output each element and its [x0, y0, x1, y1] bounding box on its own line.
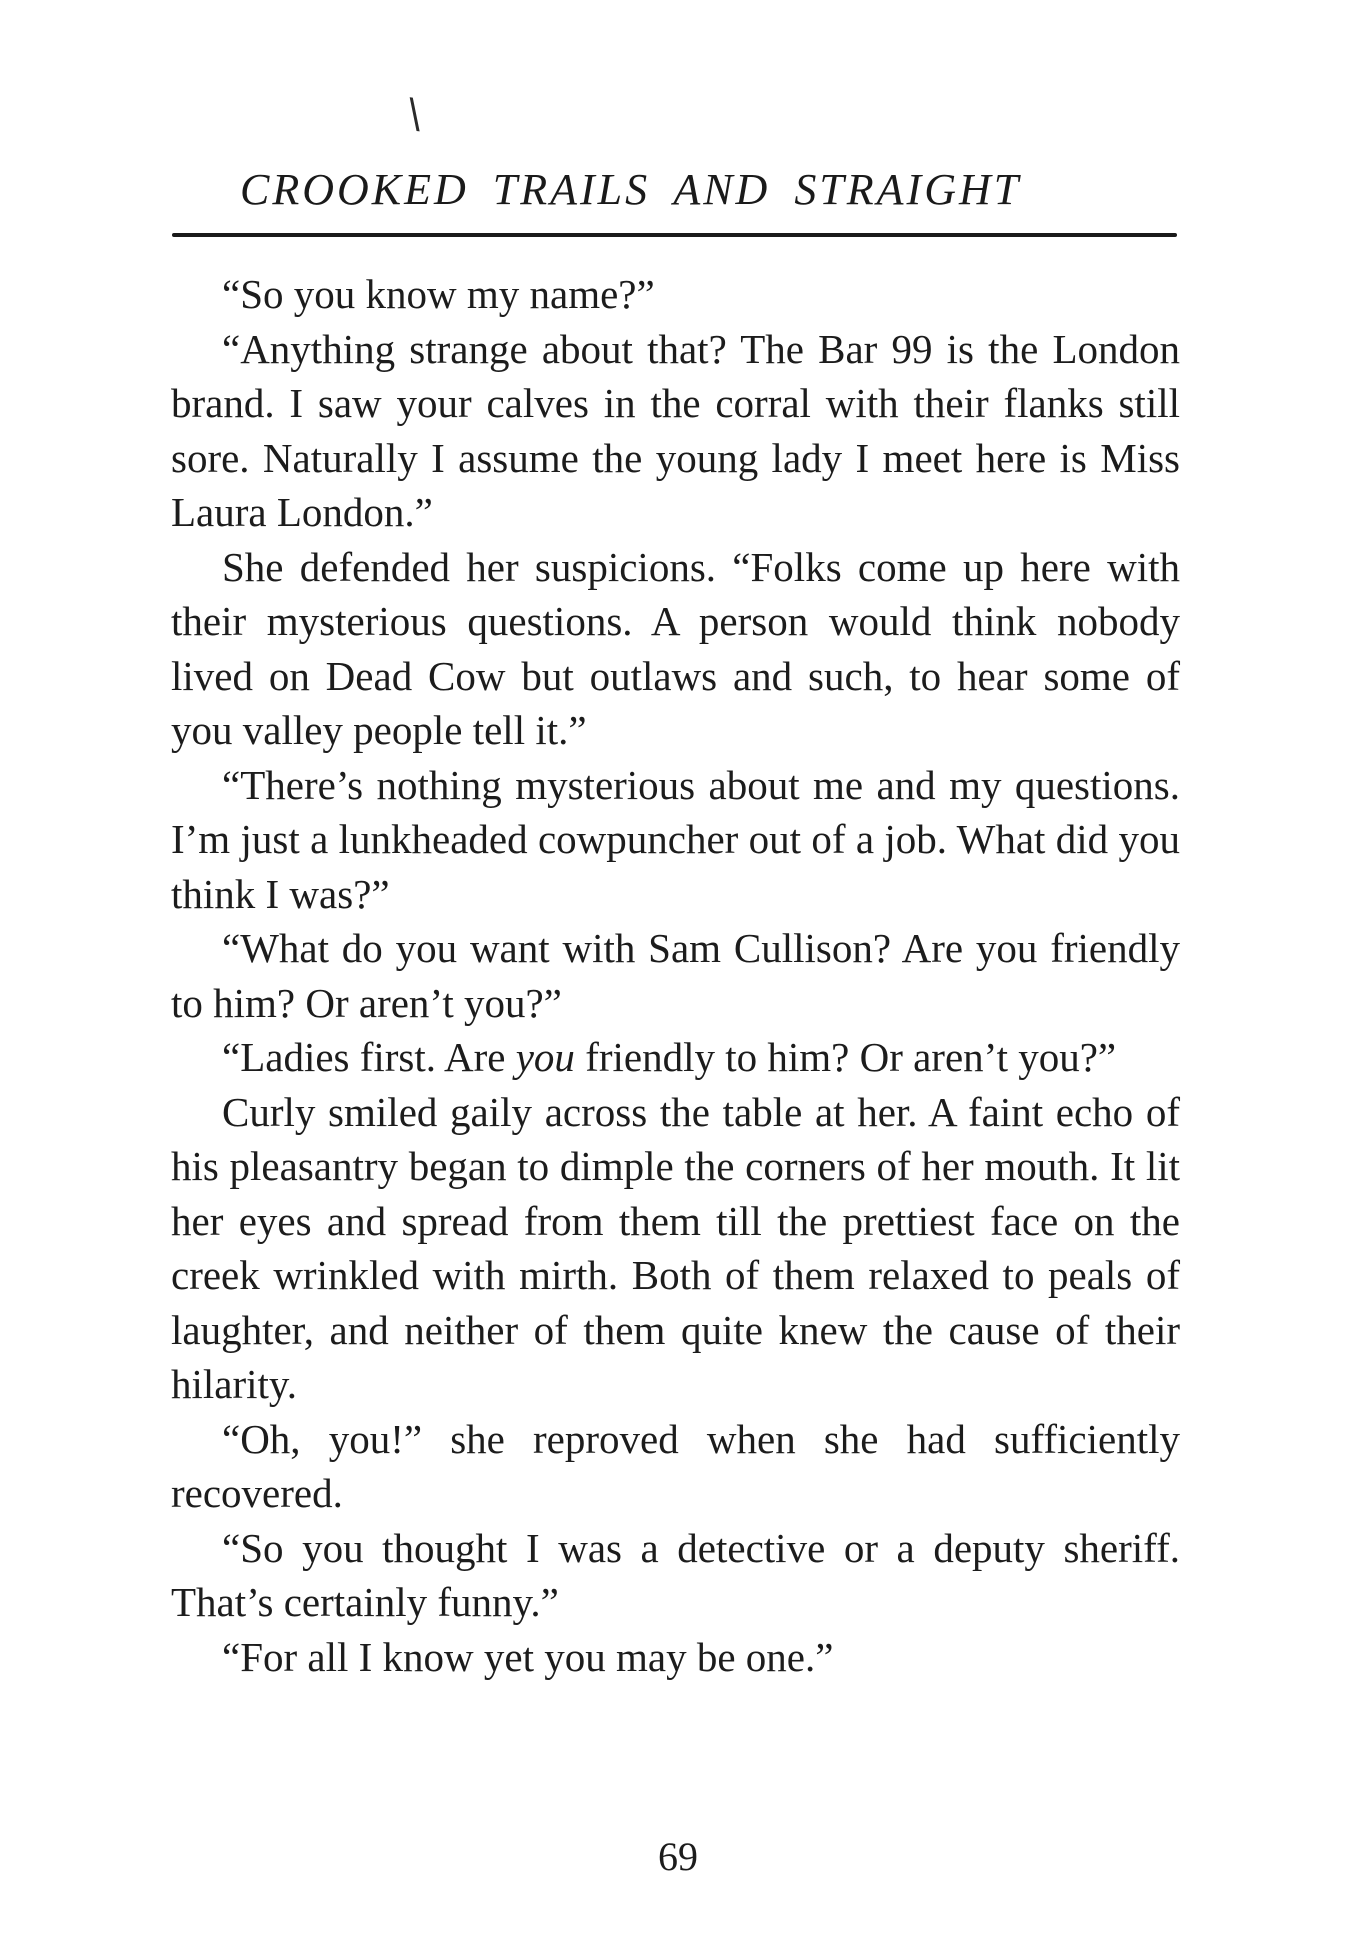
body-text	[171, 267, 1180, 1684]
paragraph-text: “Ladies first. Are	[222, 1034, 516, 1080]
stray-ink-mark: \	[405, 90, 424, 138]
paragraph-text: friendly to him? Or aren’t you?”	[574, 1034, 1117, 1080]
paragraph: Curly smiled gaily across the table at her. A faint echo of his pleasantry began to dimple the corners of her mouth. It lit her eyes and spread from them till the prettiest face on the creek wrinkled with mirth. Both of them relaxed to peals of laughter, and neither of them quite knew the cause of their hilarity.	[171, 1088, 1180, 1407]
paragraph	[171, 1030, 1180, 1085]
paragraph: “So you thought I was a detective or a deputy sheriff. That’s certainly funny.”	[171, 1524, 1180, 1625]
page-number: 69	[658, 1834, 698, 1879]
paragraph: “There’s nothing mysterious about me and my questions. I’m just a lunkheaded cowpuncher out of a job. What did you think I was?”	[171, 761, 1180, 917]
paragraph: “Anything strange about that? The Bar 99 is the London brand. I saw your calves in the corral with their flanks still sore. Naturally I assume the young lady I meet here is Miss Laura London.”	[171, 325, 1180, 535]
paragraph: She defended her suspicions. “Folks come up here with their mysterious questions. A person would think nobody lived on Dead Cow but outlaws and such, to hear some of you valley people tell it.”	[171, 543, 1180, 753]
paragraph: “So you know my name?”	[222, 271, 655, 317]
header-rule	[172, 233, 1177, 237]
paragraph: “Oh, you!” she reproved when she had sufficiently recovered.	[171, 1415, 1180, 1516]
emphasized-word: you	[515, 1034, 575, 1080]
running-header-title: CROOKED TRAILS AND STRAIGHT	[240, 165, 1022, 214]
paragraph: “For all I know yet you may be one.”	[222, 1633, 834, 1680]
paragraph: “What do you want with Sam Cullison? Are you friendly to him? Or aren’t you?”	[171, 925, 1180, 1026]
